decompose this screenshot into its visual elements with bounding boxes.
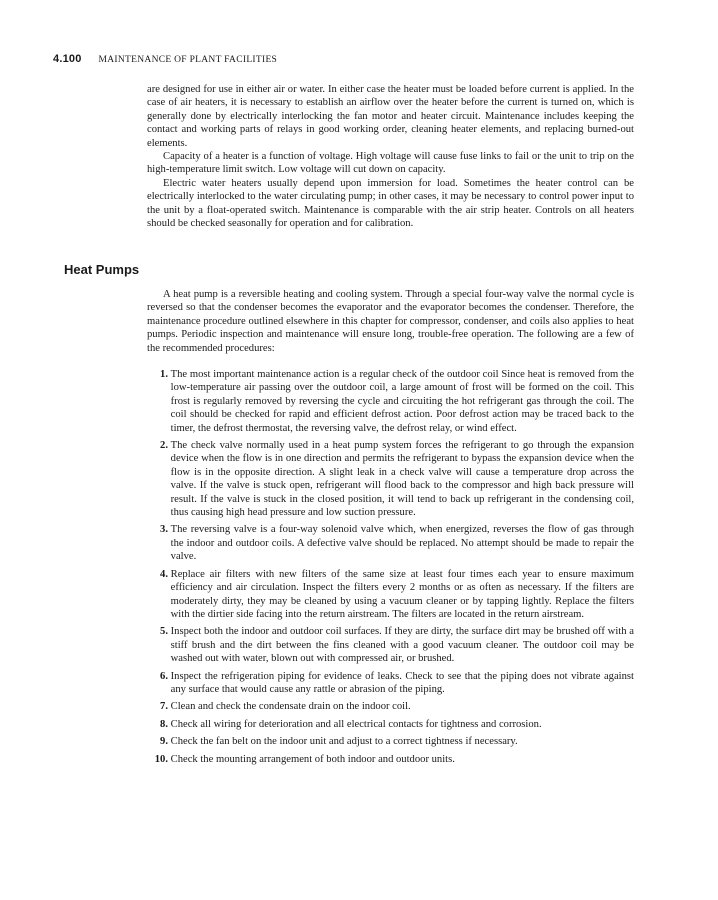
list-item bbox=[147, 718, 634, 731]
paragraph: are designed for use in either air or water. In either case the heater must be loaded before current is applied. In the case of air heaters, it is necessary to establish an airflow over the heater before the current is turned on, which is generally done by electrically interlocking the fan motor and heater circuit. Maintenance includes keeping the contact and working parts of relays in good working order, cleaning heater elements, and replacing burned-out elements. bbox=[147, 84, 634, 149]
list-text: Inspect both the indoor and outdoor coil surfaces. If they are dirty, the surface dirt may be brushed off with a stiff brush and the dirt between the fins cleaned with a good vacuum cleaner. The outdoor coil may be washed out with water, blown out with compressed air, or brushed. bbox=[170, 626, 634, 665]
list-text: The check valve normally used in a heat pump system forces the refrigerant to go through the expansion device when the flow is in one direction and permits the refrigerant to bypass the expansion device when the flow is in the opposite direction. A slight leak in a check valve will cause a temperature drop across the valve. If the valve is stuck open, refrigerant will flood back to the compressor and high back pressure will result. If the valve is stuck in the closed position, it will tend to back up refrigerant in the condensing coil, thus causing high head pressure and low suction pressure. bbox=[170, 440, 634, 519]
section-heading: Heat Pumps bbox=[64, 262, 140, 277]
list-number: 5. bbox=[160, 626, 168, 638]
list-text: The most important maintenance action is a regular check of the outdoor coil Since heat is removed from the low-temperature air passing over the outdoor coil, a large amount of frost will be formed on the coil. This frost is regularly removed by reversing the cycle and circuiting the hot refrigerant gas through the coil. The coil should be checked for rapid and efficient defrost action. Poor defrost action may be traced back to the timer, the defrost thermostat, the reversing valve, the defrost relay, or wind effect. bbox=[170, 369, 634, 434]
list-number: 9. bbox=[160, 736, 168, 748]
list-item bbox=[147, 523, 634, 563]
paragraph: A heat pump is a reversible heating and cooling system. Through a special four-way valve the normal cycle is reversed so that the condenser becomes the evaporator and the evaporator becomes the condenser. Therefore, the maintenance procedure outlined elsewhere in this chapter for compressor, condenser, and coils also applies to heat pumps. Periodic inspection and maintenance will ensure long, trouble-free operation. The following are a few of the recommended procedures: bbox=[147, 289, 634, 354]
list-text: Replace air filters with new filters of the same size at least four times each year to ensure maximum efficiency and air circulation. Inspect the filters every 2 months or as often as necessary. If the filters are moderately dirty, they may be cleaned by using a vacuum cleaner or by tapping lightly. Replace the filters with the dirtier side facing into the return airstream. The filters are located in the return airstream. bbox=[170, 568, 634, 620]
list-number: 6. bbox=[160, 670, 168, 682]
procedure-list bbox=[147, 368, 634, 770]
list-text: Inspect the refrigeration piping for evidence of leaks. Check to see that the piping does not vibrate against any surface that would cause any rattle or abrasion of the piping. bbox=[170, 670, 634, 695]
list-number: 3. bbox=[160, 524, 168, 536]
continued-text-block bbox=[147, 83, 634, 230]
list-item bbox=[147, 568, 634, 622]
paragraph: Capacity of a heater is a function of voltage. High voltage will cause fuse links to fail or the unit to trip on the high-temperature limit switch. Low voltage will cut down on capacity. bbox=[147, 151, 634, 176]
list-number: 1. bbox=[160, 369, 168, 380]
list-item bbox=[147, 625, 634, 665]
list-number: 7. bbox=[160, 701, 168, 713]
list-text: Check the fan belt on the indoor unit and adjust to a correct tightness if necessary. bbox=[170, 736, 518, 748]
list-text: Check the mounting arrangement of both indoor and outdoor units. bbox=[170, 753, 455, 765]
list-text: Check all wiring for deterioration and all electrical contacts for tightness and corrosion. bbox=[170, 718, 542, 730]
paragraph: Electric water heaters usually depend upon immersion for load. Sometimes the heater control can be electrically interlocked to the water circulating pump; in other cases, it may be necessary to control power input to the unit by a float-operated switch. Maintenance is comparable with the air strip heater. Controls on all heaters should be checked seasonally for operation and for calibration. bbox=[147, 177, 634, 230]
list-item bbox=[147, 439, 634, 519]
list-item bbox=[147, 753, 634, 766]
list-item bbox=[147, 700, 634, 713]
list-item bbox=[147, 735, 634, 748]
page-header bbox=[53, 53, 277, 65]
list-item bbox=[147, 670, 634, 697]
list-number: 4. bbox=[160, 568, 168, 580]
list-item bbox=[147, 368, 634, 435]
list-number: 10. bbox=[154, 753, 168, 765]
section-intro bbox=[147, 288, 634, 355]
list-number: 8. bbox=[160, 718, 168, 730]
running-title: MAINTENANCE OF PLANT FACILITIES bbox=[98, 55, 278, 65]
list-text: Clean and check the condensate drain on the indoor coil. bbox=[170, 701, 411, 713]
page-number: 4.100 bbox=[53, 53, 82, 65]
list-text: The reversing valve is a four-way solenoid valve which, when energized, reverses the flow of gas through the indoor and outdoor coils. A defective valve should be replaced. No attempt should be made to repair the valve. bbox=[170, 524, 634, 563]
list-number: 2. bbox=[160, 440, 168, 452]
